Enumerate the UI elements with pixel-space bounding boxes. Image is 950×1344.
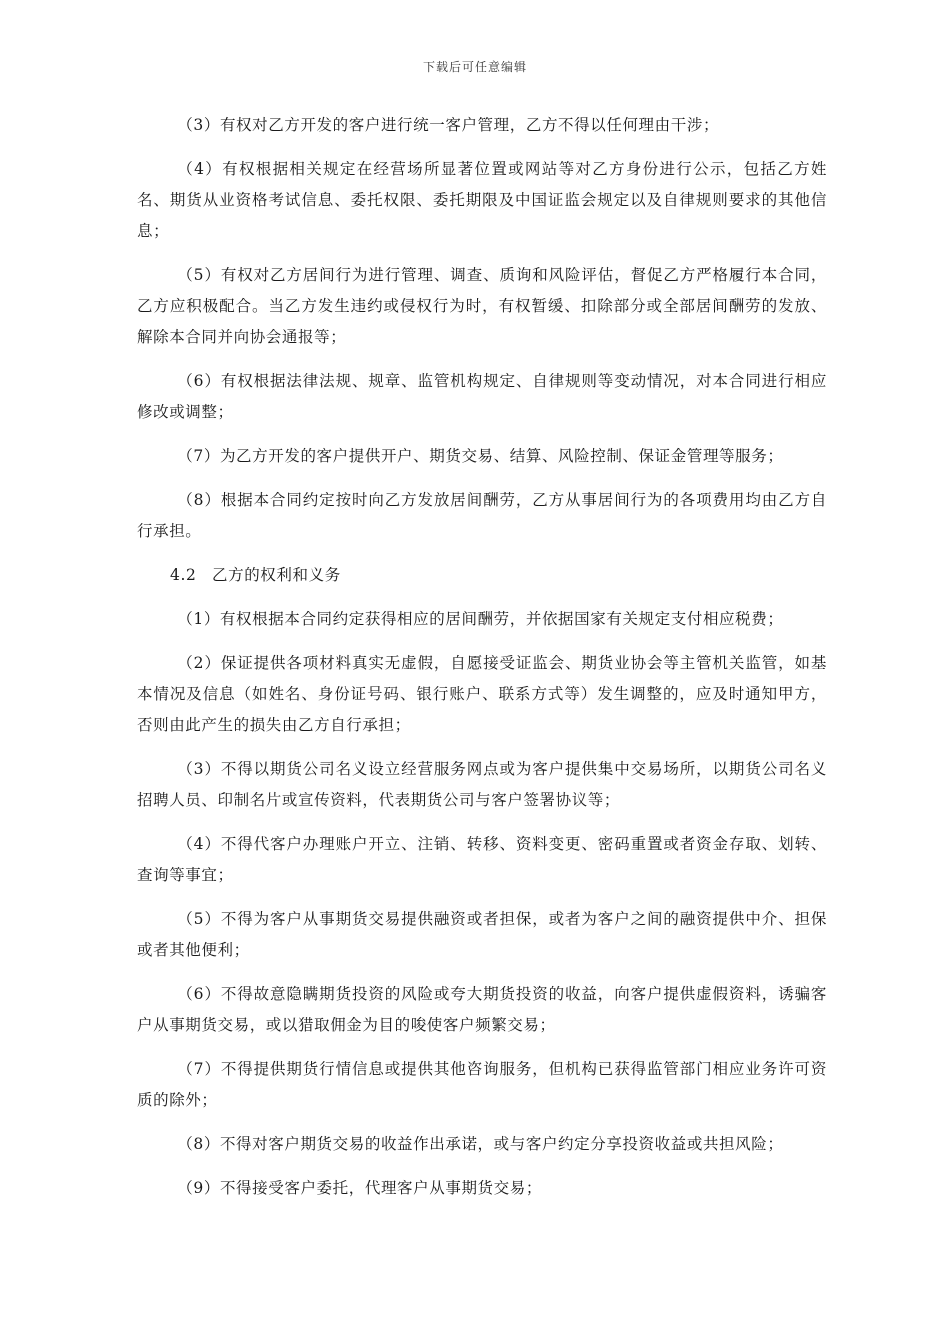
clause-a3: （3）有权对乙方开发的客户进行统一客户管理，乙方不得以任何理由干涉；	[177, 116, 720, 134]
section-heading	[137, 560, 827, 591]
clause-b8: （8）不得对客户期货交易的收益作出承诺，或与客户约定分享投资收益或共担风险；	[177, 1135, 784, 1153]
clause-a6: （6）有权根据法律法规、规章、监管机构规定、自律规则等变动情况，对本合同进行相应修改或调整；	[137, 372, 827, 421]
clause-b9: （9）不得接受客户委托，代理客户从事期货交易；	[177, 1179, 542, 1197]
clause-a7: （7）为乙方开发的客户提供开户、期货交易、结算、风险控制、保证金管理等服务；	[177, 447, 784, 465]
clause-b1: （1）有权根据本合同约定获得相应的居间酬劳，并依据国家有关规定支付相应税费；	[177, 610, 784, 628]
clause-b6: （6）不得故意隐瞒期货投资的风险或夸大期货投资的收益，向客户提供虚假资料，诱骗客户从事期货交易，或以猎取佣金为目的唆使客户频繁交易；	[137, 985, 827, 1034]
clause-a5: （5）有权对乙方居间行为进行管理、调查、质询和风险评估，督促乙方严格履行本合同，乙方应积极配合。当乙方发生违约或侵权行为时，有权暂缓、扣除部分或全部居间酬劳的发放、解除本合同并向协会通报等；	[137, 266, 827, 346]
clause-b4: （4）不得代客户办理账户开立、注销、转移、资料变更、密码重置或者资金存取、划转、查询等事宜；	[137, 835, 827, 884]
section-title: 乙方的权利和义务	[212, 566, 341, 584]
clause-a8: （8）根据本合同约定按时向乙方发放居间酬劳，乙方从事居间行为的各项费用均由乙方自行承担。	[137, 491, 827, 540]
document-body	[137, 110, 827, 1217]
clause-b5: （5）不得为客户从事期货交易提供融资或者担保，或者为客户之间的融资提供中介、担保或者其他便利；	[137, 910, 827, 959]
clause-b7: （7）不得提供期货行情信息或提供其他咨询服务，但机构已获得监管部门相应业务许可资质的除外；	[137, 1060, 827, 1109]
page-header: 下载后可任意编辑	[422, 60, 527, 74]
clause-b3: （3）不得以期货公司名义设立经营服务网点或为客户提供集中交易场所，以期货公司名义招聘人员、印制名片或宣传资料，代表期货公司与客户签署协议等；	[137, 760, 827, 809]
clause-a4: （4）有权根据相关规定在经营场所显著位置或网站等对乙方身份进行公示，包括乙方姓名、期货从业资格考试信息、委托权限、委托期限及中国证监会规定以及自律规则要求的其他信息；	[137, 160, 827, 240]
section-number: 4.2	[170, 566, 197, 584]
clause-b2: （2）保证提供各项材料真实无虚假，自愿接受证监会、期货业协会等主管机关监管，如基本情况及信息（如姓名、身份证号码、银行账户、联系方式等）发生调整的，应及时通知甲方，否则由此产生的损失由乙方自行承担；	[137, 654, 827, 734]
